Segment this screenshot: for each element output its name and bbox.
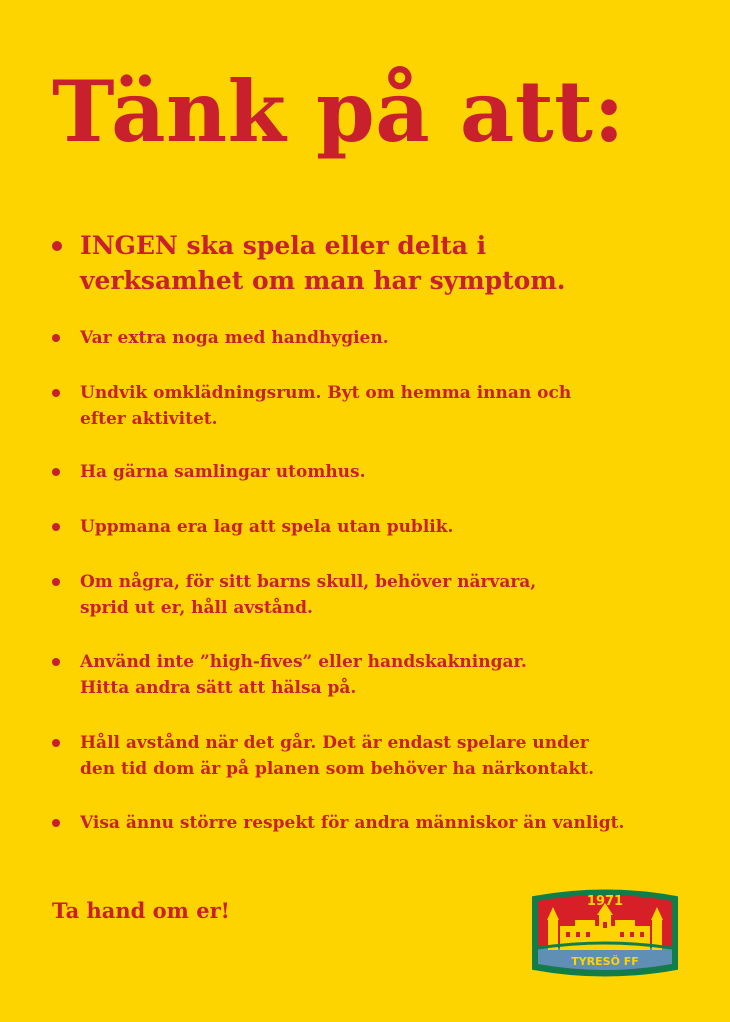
badge-year: 1971 — [586, 894, 624, 909]
list-item-parent-distance: Om några, för sitt barns skull, behöver närvara, sprid ut er, håll avstånd. — [52, 569, 730, 621]
list-item-changing-rooms: Undvik omklädningsrum. Byt om hemma innan och efter aktivitet. — [52, 380, 730, 432]
list-item-no-audience: Uppmana era lag att spela utan publik. — [52, 514, 730, 540]
list-item-no-high-fives: Använd inte ”high-fives” eller handskakningar. Hitta andra sätt att hälsa på. — [52, 649, 730, 701]
list-item-symptoms: INGEN ska spela eller delta i verksamhet om man har symptom. — [52, 228, 730, 298]
page-title: Tänk på att: — [52, 62, 625, 161]
club-logo — [530, 882, 680, 982]
badge-club-name: TYRESÖ FF — [571, 955, 639, 968]
list-item-respect: Visa ännu större respekt för andra människor än vanligt. — [52, 810, 730, 836]
list-item-keep-distance: Håll avstånd när det går. Det är endast spelare under den tid dom är på planen som behöver ha närkontakt. — [52, 730, 730, 782]
list-item-hand-hygiene: Var extra noga med handhygien. — [52, 325, 730, 351]
list-item-outdoor-gatherings: Ha gärna samlingar utomhus. — [52, 459, 730, 485]
closing-message: Ta hand om er! — [52, 898, 230, 923]
